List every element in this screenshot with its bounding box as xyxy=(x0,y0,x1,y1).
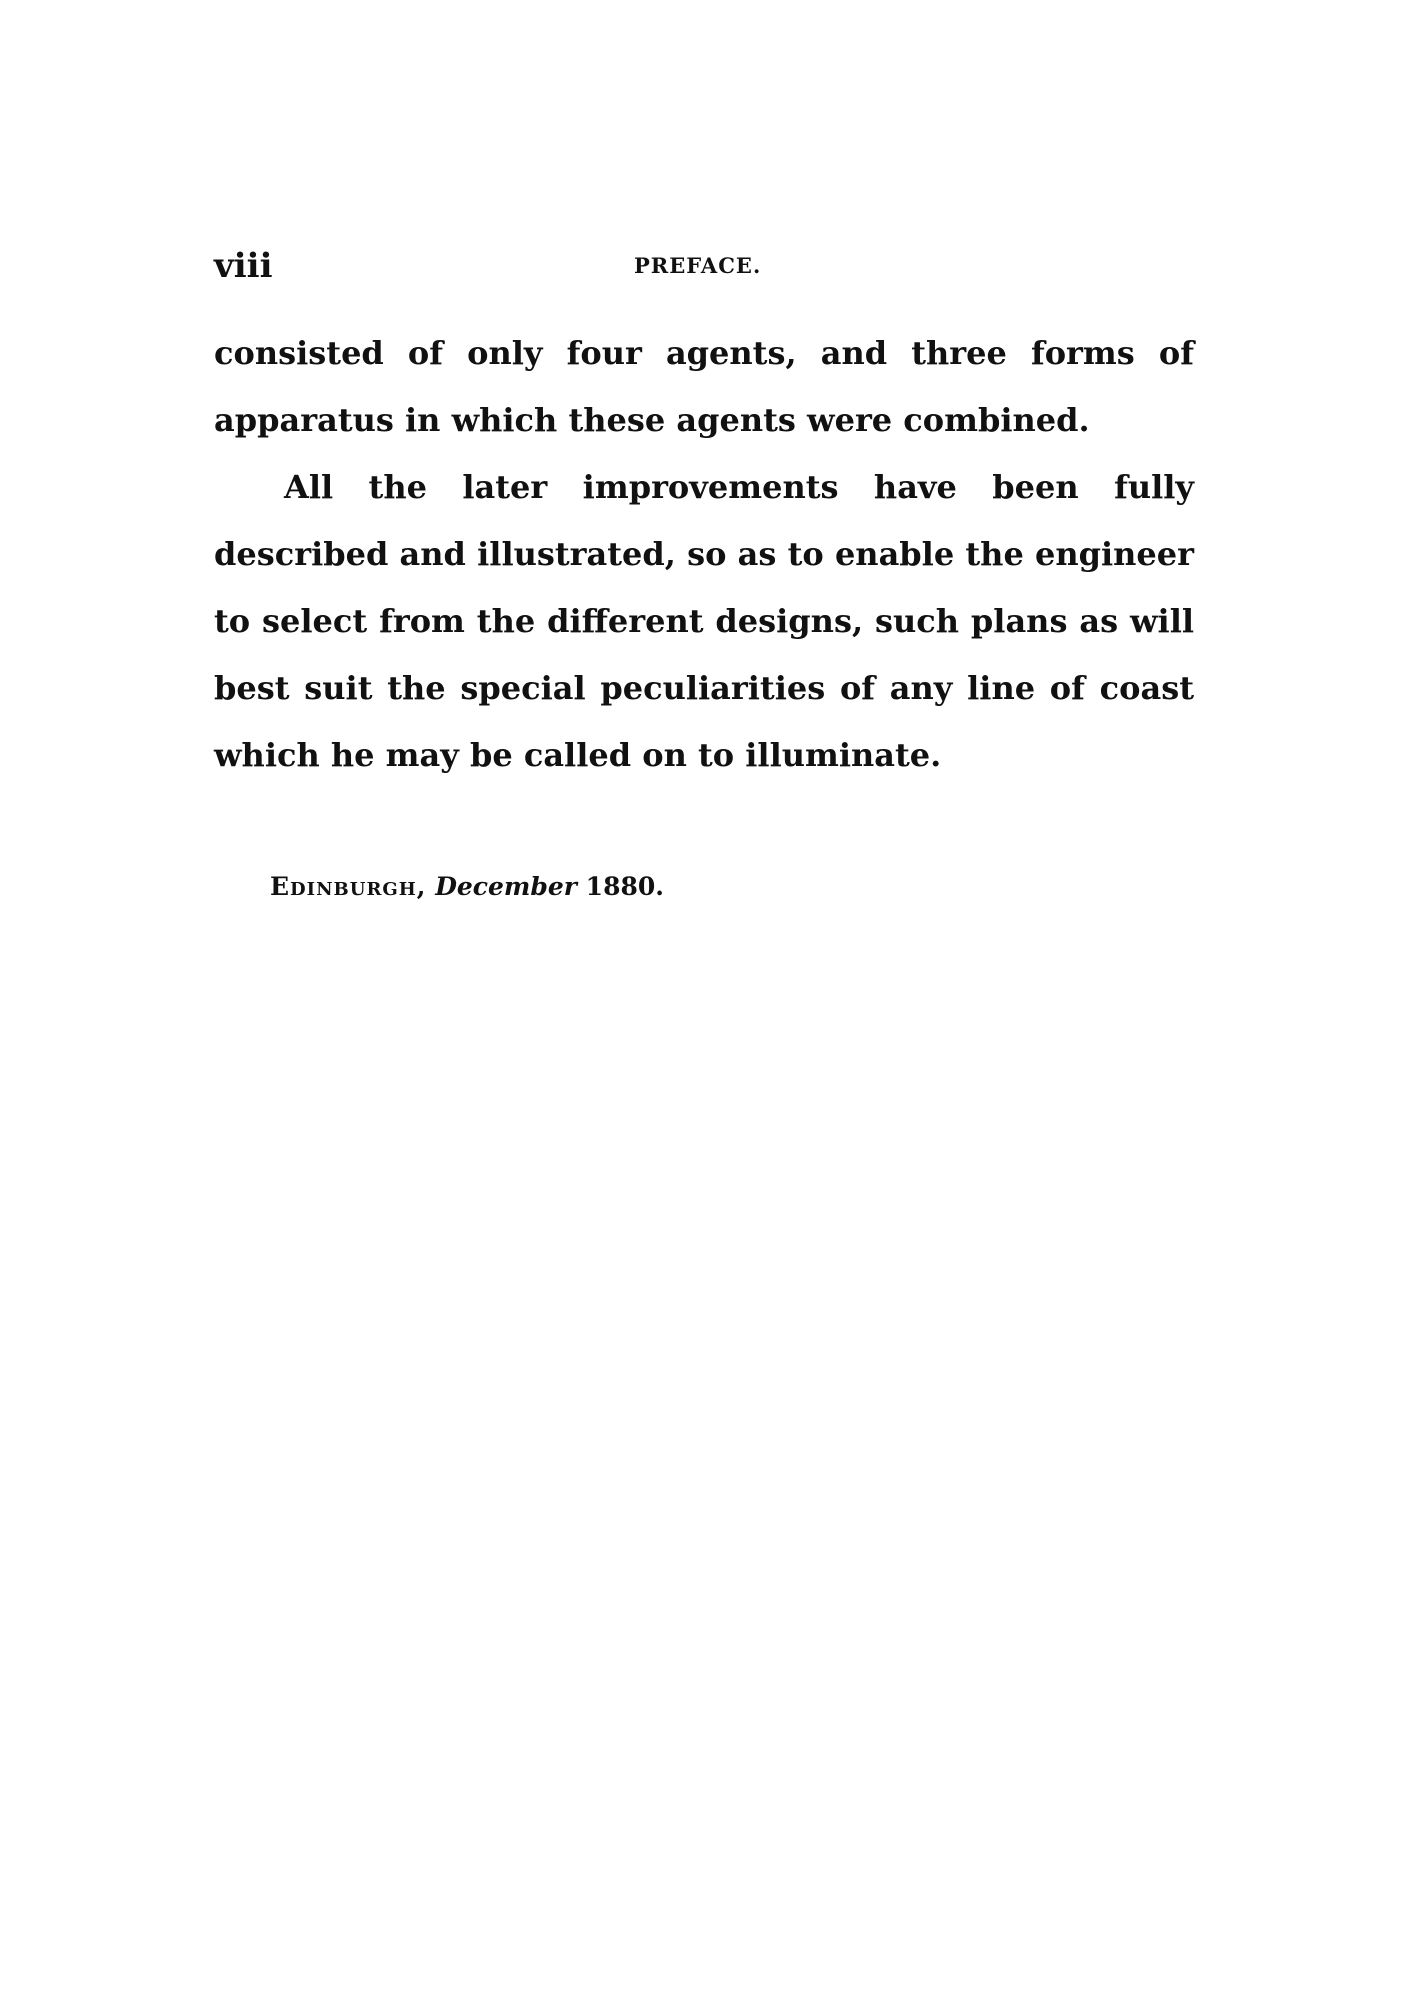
running-head xyxy=(214,246,1194,286)
paragraph-improvements: All the later improvements have been fully described and illustrated, so as to enable the engineer to select from the different designs, such plans as will best suit the special peculiarities of any line of coast which he may be called on to illuminate. xyxy=(214,468,1194,774)
signature-line xyxy=(270,872,664,902)
signature-year: 1880. xyxy=(585,872,664,901)
paragraph-continuation: consisted of only four agents, and three forms of apparatus in which these agents were combined. xyxy=(214,334,1194,439)
page-number: viii xyxy=(214,246,273,286)
signature-month: December xyxy=(435,872,577,901)
signature-place: Edinburgh, xyxy=(270,872,427,901)
body-text xyxy=(214,320,1194,789)
running-title: PREFACE. xyxy=(634,253,762,278)
